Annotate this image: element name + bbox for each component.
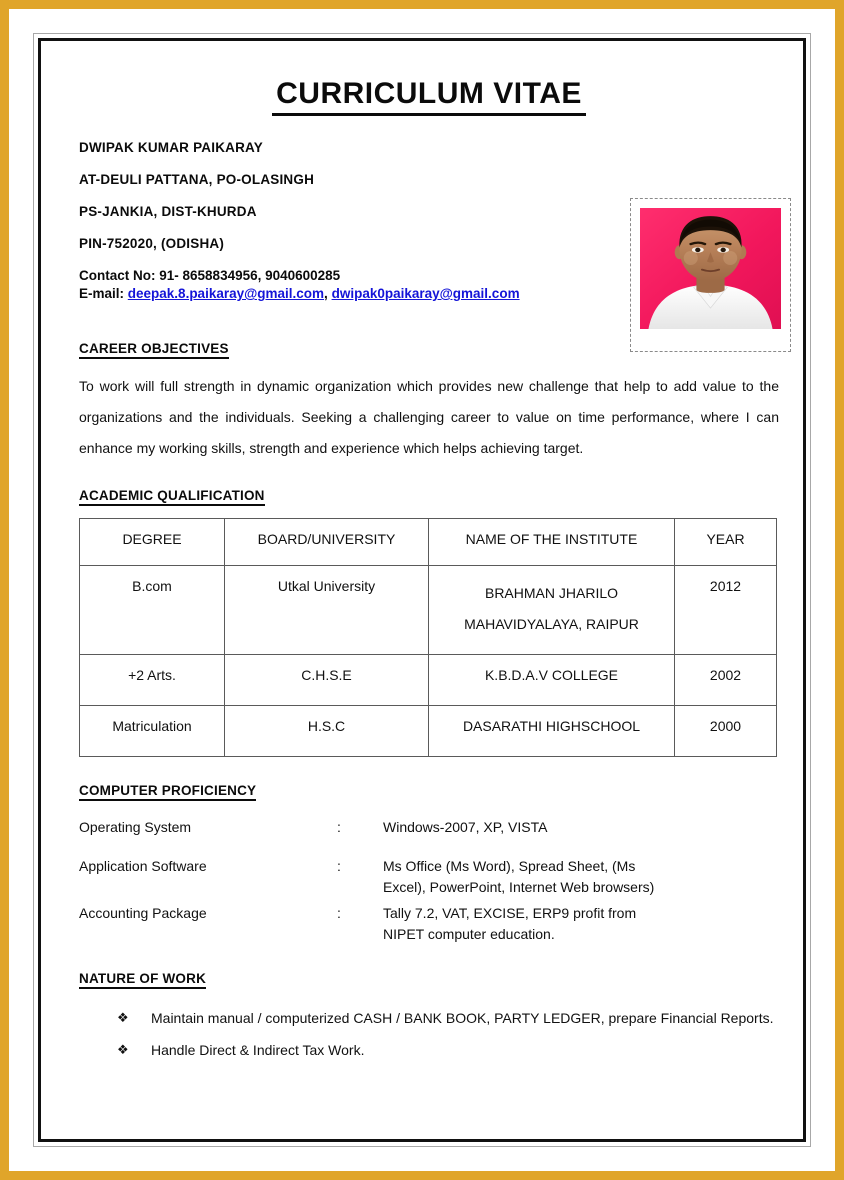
proficiency-value: [383, 903, 740, 945]
proficiency-value-line1: Windows-2007, XP, VISTA: [383, 819, 548, 835]
career-objectives-section: [79, 341, 779, 464]
table-header-row: [80, 519, 777, 566]
computer-proficiency-heading-text: COMPUTER PROFICIENCY: [79, 783, 256, 801]
nature-of-work-list: [79, 1003, 779, 1065]
candidate-photo: [640, 208, 781, 329]
cell-degree: B.com: [80, 566, 225, 655]
list-item-text: Maintain manual / computerized CASH / BANK BOOK, PARTY LEDGER, prepare Financial Reports.: [151, 1010, 774, 1026]
cell-degree: +2 Arts.: [80, 655, 225, 706]
cell-board: Utkal University: [225, 566, 429, 655]
nature-of-work-heading: [79, 971, 779, 989]
proficiency-row: [79, 856, 740, 903]
academic-qualification-section: [79, 488, 779, 757]
address-line-1: AT-DEULI PATTANA, PO-OLASINGH: [79, 172, 315, 187]
proficiency-label: Operating System: [79, 819, 192, 835]
computer-proficiency-heading: [79, 783, 779, 801]
computer-proficiency-table: [79, 817, 740, 945]
career-objectives-text: To work will full strength in dynamic organization which provides new challenge that help to add value to the organizations and the individuals. Seeking a challenging career to value on time performance, where I can enhance my working skills, strength and experience which helps achieving target.: [79, 378, 779, 456]
career-objectives-heading-text: CAREER OBJECTIVES: [79, 341, 229, 359]
contact-value: 91- 8658834956, 9040600285: [159, 268, 341, 283]
cell-year: 2002: [675, 655, 777, 706]
proficiency-value-line1: Tally 7.2, VAT, EXCISE, ERP9 profit from: [383, 905, 637, 921]
photo-frame: [630, 198, 791, 352]
proficiency-separator: :: [337, 905, 341, 921]
page-title: [79, 77, 779, 118]
proficiency-separator: :: [337, 858, 341, 874]
proficiency-row: [79, 903, 740, 945]
proficiency-value-line2: NIPET computer education.: [383, 926, 555, 942]
column-header-board: BOARD/UNIVERSITY: [225, 519, 429, 566]
address-block: [79, 140, 599, 301]
cell-institute-line2: MAHAVIDYALAYA, RAIPUR: [464, 616, 639, 632]
address-line-3: PIN-752020, (ODISHA): [79, 236, 225, 251]
header-block: [79, 140, 779, 301]
nature-of-work-heading-text: NATURE OF WORK: [79, 971, 206, 989]
cell-degree: Matriculation: [80, 706, 225, 757]
column-header-year: YEAR: [675, 519, 777, 566]
page-title-text: CURRICULUM VITAE: [272, 77, 586, 116]
contact-line: [79, 268, 599, 283]
table-row: [80, 706, 777, 757]
cell-board: C.H.S.E: [225, 655, 429, 706]
proficiency-value: [383, 856, 740, 903]
list-item: [117, 1035, 779, 1065]
computer-proficiency-section: [79, 783, 779, 945]
academic-qualification-heading-text: ACADEMIC QUALIFICATION: [79, 488, 265, 506]
address-line-2: PS-JANKIA, DIST-KHURDA: [79, 204, 257, 219]
proficiency-label: Accounting Package: [79, 905, 207, 921]
cell-institute-line1: BRAHMAN JHARILO: [484, 585, 619, 601]
email-separator: ,: [324, 286, 328, 301]
diamond-bullet-icon: ❖: [117, 1042, 129, 1057]
cell-institute: K.B.D.A.V COLLEGE: [429, 655, 675, 706]
candidate-name: DWIPAK KUMAR PAIKARAY: [79, 140, 263, 155]
email-link-primary[interactable]: deepak.8.paikaray@gmail.com: [127, 286, 325, 301]
academic-qualification-heading: [79, 488, 779, 506]
cell-year: 2000: [675, 706, 777, 757]
cell-institute: DASARATHI HIGHSCHOOL: [429, 706, 675, 757]
list-item: [117, 1003, 779, 1033]
diamond-bullet-icon: ❖: [117, 1010, 129, 1025]
email-line: [79, 286, 599, 301]
email-label: E-mail:: [79, 286, 125, 301]
proficiency-value: [383, 817, 740, 856]
contact-label: Contact No:: [79, 268, 156, 283]
cv-content: [79, 59, 779, 1131]
list-item-text: Handle Direct & Indirect Tax Work.: [151, 1042, 365, 1058]
email-link-secondary[interactable]: dwipak0paikaray@gmail.com: [331, 286, 520, 301]
cell-board: H.S.C: [225, 706, 429, 757]
academic-table: [79, 518, 777, 757]
proficiency-value-line1: Ms Office (Ms Word), Spread Sheet, (Ms: [383, 858, 636, 874]
cell-institute: [429, 566, 675, 655]
nature-of-work-section: [79, 971, 779, 1065]
cell-year: 2012: [675, 566, 777, 655]
table-row: [80, 655, 777, 706]
column-header-degree: DEGREE: [80, 519, 225, 566]
proficiency-value-line2: Excel), PowerPoint, Internet Web browsers): [383, 879, 655, 895]
column-header-institute: NAME OF THE INSTITUTE: [429, 519, 675, 566]
proficiency-separator: :: [337, 819, 341, 835]
table-row: [80, 566, 777, 655]
proficiency-row: [79, 817, 740, 856]
proficiency-label: Application Software: [79, 858, 207, 874]
